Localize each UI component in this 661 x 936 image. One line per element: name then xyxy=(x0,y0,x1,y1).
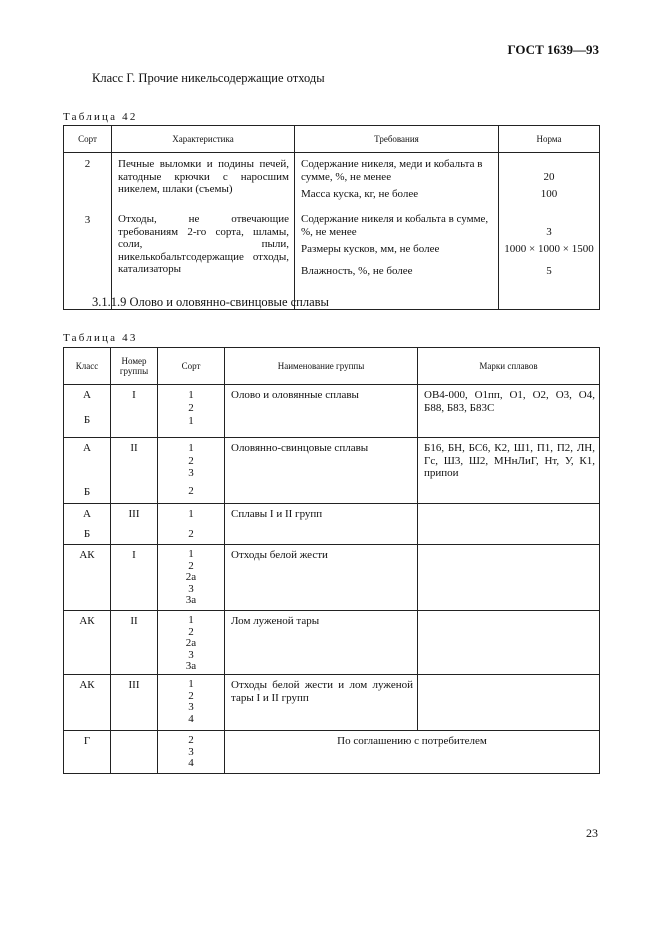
table-cell: 3а xyxy=(185,660,197,672)
table-cell: Масса куска, кг, не более xyxy=(301,188,419,200)
table-cell xyxy=(418,504,600,545)
table-cell: Г xyxy=(64,731,111,774)
table-cell: 3а xyxy=(185,594,197,606)
table-cell: 2 xyxy=(188,485,194,497)
table-42-caption: Таблица 42 xyxy=(63,111,138,123)
table-cell: 3 xyxy=(188,745,194,758)
table-cell: АК xyxy=(64,611,111,675)
table-cell xyxy=(111,731,158,774)
col-header-group-name: Наименование группы xyxy=(225,348,418,385)
page-number: 23 xyxy=(586,826,598,840)
col-header-sort: Сорт xyxy=(64,126,112,153)
table-cell: 4 xyxy=(188,757,194,769)
table-cell: 4 xyxy=(188,712,194,725)
table-cell: 3 xyxy=(546,225,552,238)
table-cell: 2 xyxy=(188,559,194,572)
table-row xyxy=(64,675,600,731)
col-header-group-number: Номер группы xyxy=(111,348,158,385)
table-cell xyxy=(499,213,599,243)
table-cell: 2а xyxy=(185,637,197,649)
section-g-title: Класс Г. Прочие никельсодержащие отходы xyxy=(92,71,325,85)
table-cell: АК xyxy=(64,545,111,611)
table-row xyxy=(64,731,600,774)
table-cell xyxy=(158,504,225,545)
table-cell xyxy=(64,504,111,545)
table-43 xyxy=(63,347,600,774)
table-cell xyxy=(158,545,225,611)
table-cell: Отходы, не отвечающие требованиям 2-го сорта, шламы, соли, пыли, никелькобальтсодержащие отходы, катализаторы xyxy=(118,213,289,275)
col-header-characteristic: Характеристика xyxy=(112,126,295,153)
table-cell xyxy=(64,438,111,504)
table-cell xyxy=(418,611,600,675)
table-cell: 1 xyxy=(188,389,194,401)
table-cell: II xyxy=(111,611,158,675)
table-cell: 1 xyxy=(188,678,194,690)
table-cell: 5 xyxy=(546,265,552,277)
table-row xyxy=(64,545,600,611)
table-cell: По соглашению с потребителем xyxy=(225,731,600,774)
table-cell: А xyxy=(83,442,91,454)
table-cell: 1000 × 1000 × 1500 xyxy=(504,243,594,255)
table-cell: Лом луженой тары xyxy=(225,611,418,675)
col-header-requirements: Требования xyxy=(295,126,499,153)
table-cell: III xyxy=(111,504,158,545)
table-cell: 2 xyxy=(188,454,194,467)
table-cell: Содержание никеля, меди и кобальта в сумме, %, не менее xyxy=(301,158,483,183)
table-cell: Б xyxy=(83,414,91,426)
table-cell: Отходы белой жести и лом луженой тары I и II групп xyxy=(225,675,418,731)
table-cell: 100 xyxy=(540,188,558,200)
requirements-column xyxy=(295,153,499,310)
table-cell: АК xyxy=(64,675,111,731)
table-cell xyxy=(418,545,600,611)
table-cell: 3 xyxy=(84,214,91,226)
table-cell: Отходы белой жести xyxy=(225,545,418,611)
table-cell: 2 xyxy=(188,528,194,540)
table-cell: Б xyxy=(83,486,91,498)
table-cell: 2 xyxy=(188,689,194,702)
table-cell: 1 xyxy=(188,414,194,427)
table-cell: III xyxy=(111,675,158,731)
table-cell xyxy=(158,385,225,438)
table-cell: 1 xyxy=(188,548,194,560)
table-cell: 2 xyxy=(84,158,91,170)
table-cell: 3 xyxy=(188,582,194,595)
norm-column xyxy=(499,153,600,310)
table-cell: Олово и оловянные сплавы xyxy=(225,385,418,438)
table-cell: Содержание никеля и кобальта в сумме, %, не менее xyxy=(301,213,489,238)
table-cell: Б16, БН, БС6, К2, Ш1, П1, П2, ЛН, Гс, Ш3, Ш2, МНнЛиГ, Нт, У, К1, припои xyxy=(418,438,600,504)
table-cell: I xyxy=(111,545,158,611)
table-row xyxy=(64,385,600,438)
table-cell: Влажность, %, не более xyxy=(301,265,413,277)
table-cell: А xyxy=(83,508,91,520)
standard-header: ГОСТ 1639—93 xyxy=(507,42,599,57)
characteristic-column xyxy=(112,153,295,310)
table-cell: II xyxy=(111,438,158,504)
table-cell: Сплавы I и II групп xyxy=(225,504,418,545)
col-header-class: Класс xyxy=(64,348,111,385)
section-tin-title: 3.1.1.9 Олово и оловянно-свинцовые сплавы xyxy=(92,295,329,309)
col-header-alloy-grades: Марки сплавов xyxy=(418,348,600,385)
table-43-caption: Таблица 43 xyxy=(63,332,138,344)
table-cell: 2а xyxy=(185,571,197,583)
table-row xyxy=(64,504,600,545)
table-cell: Размеры кусков, мм, не более xyxy=(301,243,440,255)
table-42 xyxy=(63,125,600,310)
table-cell: 3 xyxy=(188,467,194,479)
table-cell: 1 xyxy=(188,614,194,626)
table-cell: 2 xyxy=(188,734,194,746)
col-header-sort: Сорт xyxy=(158,348,225,385)
table-cell xyxy=(499,158,599,188)
table-row xyxy=(64,438,600,504)
table-cell: 20 xyxy=(543,170,555,183)
table-cell: 1 xyxy=(188,508,194,520)
table-cell xyxy=(64,385,111,438)
sort-column xyxy=(64,153,112,310)
table-cell: 3 xyxy=(188,648,194,661)
table-cell: 1 xyxy=(188,442,194,454)
table-cell xyxy=(158,675,225,731)
table-cell: 2 xyxy=(188,625,194,638)
table-cell: Печные выломки и подины печей, катодные крючки с наросшим никелем, шлаки (съемы) xyxy=(118,158,289,195)
table-cell xyxy=(158,731,225,774)
col-header-norm: Норма xyxy=(499,126,600,153)
table-cell: 3 xyxy=(188,701,194,713)
table-cell: I xyxy=(111,385,158,438)
table-cell xyxy=(158,438,225,504)
table-row xyxy=(64,611,600,675)
table-cell: Оловянно-свинцовые сплавы xyxy=(225,438,418,504)
table-cell xyxy=(158,611,225,675)
table-cell xyxy=(418,675,600,731)
table-cell: 2 xyxy=(188,401,194,414)
table-cell: Б xyxy=(83,528,91,540)
table-cell: ОВ4-000, О1пп, О1, О2, О3, О4, Б88, Б83, Б83С xyxy=(418,385,600,438)
table-cell: А xyxy=(83,389,91,401)
